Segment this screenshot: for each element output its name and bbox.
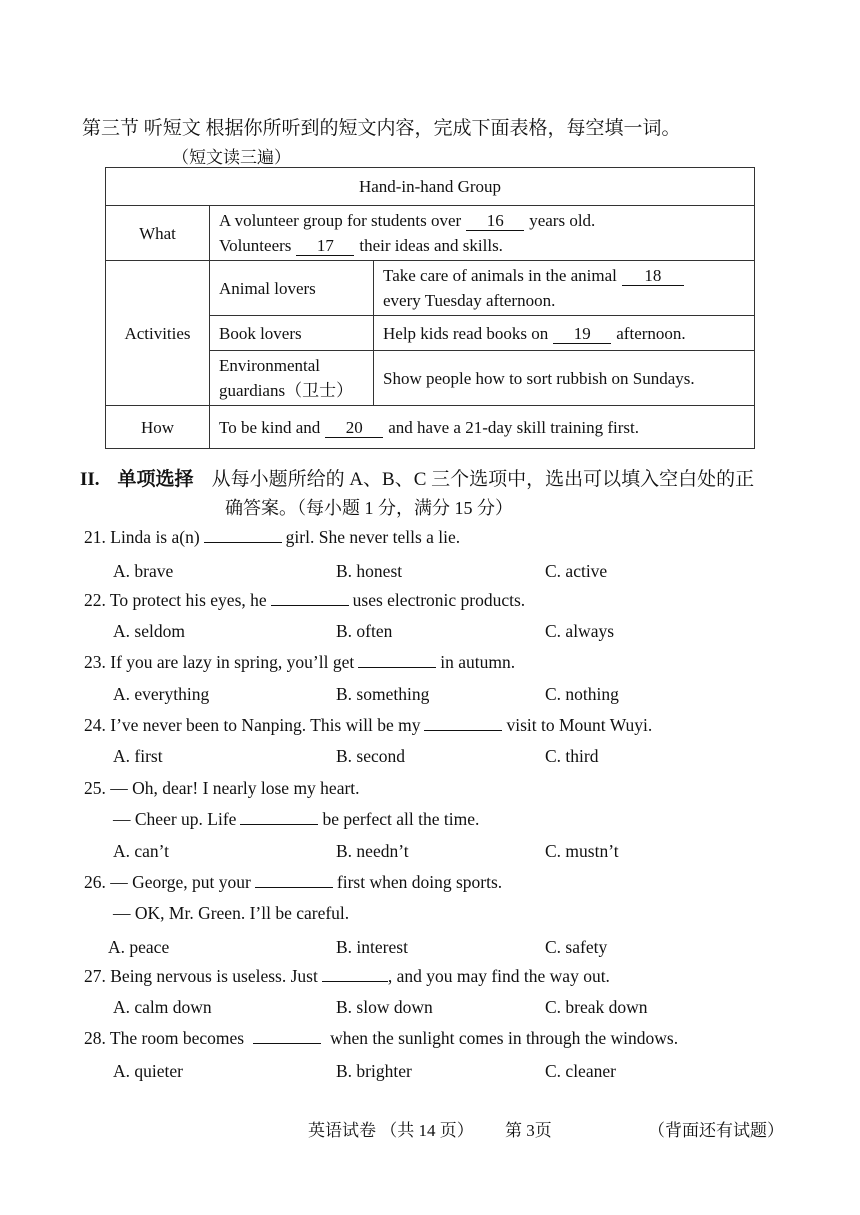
section3-title: 第三节 听短文 根据你所听到的短文内容，完成下面表格，每空填一词。 — [82, 118, 681, 139]
question-28: 28. The room becomes when the sunlight comes in through the windows. — [84, 1028, 679, 1048]
blank-17[interactable]: 17 — [296, 236, 354, 256]
question-23: 23. If you are lazy in spring, you’ll get in autumn. — [84, 652, 516, 672]
q26-option-c: C. safety — [545, 937, 608, 957]
q22-option-b: B. often — [336, 621, 393, 641]
q27-option-a: A. calm down — [113, 997, 212, 1017]
q27-option-c: C. break down — [545, 997, 648, 1017]
question-27: 27. Being nervous is useless. Just , and you may find the way out. — [84, 966, 610, 986]
what-label: What — [106, 206, 210, 261]
what-cell: A volunteer group for students over 16 years old. Volunteers 17 their ideas and skills. — [210, 206, 755, 261]
q24-option-a: A. first — [113, 746, 163, 766]
part2-instruction: 确答案。（每小题 1 分，满分 15 分） — [225, 498, 513, 518]
question-21: 21. Linda is a(n) girl. She never tells a lie. — [84, 527, 461, 547]
q27-option-b: B. slow down — [336, 997, 433, 1017]
question-24: 24. I’ve never been to Nanping. This will be my visit to Mount Wuyi. — [84, 715, 653, 735]
animal-lovers-cell: Take care of animals in the animal 18 every Tuesday afternoon. — [374, 261, 755, 316]
question-25-reply: — Cheer up. Life be perfect all the time. — [113, 809, 480, 829]
q25-option-c: C. mustn’t — [545, 841, 619, 861]
part2-heading: II. 单项选择 从每小题所给的 A、B、C 三个选项中，选出可以填入空白处的正 — [80, 469, 755, 490]
q28-option-a: A. quieter — [113, 1061, 183, 1081]
answer-blank[interactable] — [240, 810, 318, 825]
q21-option-a: A. brave — [113, 561, 174, 581]
q24-option-c: C. third — [545, 746, 599, 766]
footer-note: （背面还有试题） — [648, 1121, 784, 1140]
q23-option-c: C. nothing — [545, 684, 619, 704]
q28-option-b: B. brighter — [336, 1061, 412, 1081]
environmental-guardians-cell: Show people how to sort rubbish on Sundays. — [374, 351, 755, 406]
answer-blank[interactable] — [253, 1029, 321, 1044]
answer-blank[interactable] — [424, 716, 502, 731]
q21-option-b: B. honest — [336, 561, 403, 581]
q26-option-a: A. peace — [108, 937, 170, 957]
q23-option-a: A. everything — [113, 684, 210, 704]
q23-option-b: B. something — [336, 684, 430, 704]
answer-blank[interactable] — [271, 591, 349, 606]
activities-label: Activities — [106, 261, 210, 406]
section3-note: （短文读三遍） — [172, 148, 291, 167]
animal-lovers-label: Animal lovers — [210, 261, 374, 316]
blank-18[interactable]: 18 — [622, 266, 684, 286]
q24-option-b: B. second — [336, 746, 406, 766]
blank-20[interactable]: 20 — [325, 418, 383, 438]
footer-page-number: 第 3页 — [505, 1121, 552, 1140]
answer-blank[interactable] — [255, 873, 333, 888]
q28-option-c: C. cleaner — [545, 1061, 616, 1081]
q22-option-a: A. seldom — [113, 621, 185, 641]
footer-subject: 英语试卷 （共 14 页） — [308, 1121, 474, 1140]
answer-blank[interactable] — [358, 653, 436, 668]
answer-blank[interactable] — [322, 967, 388, 982]
question-26: 26. — George, put your first when doing sports. — [84, 872, 503, 892]
q21-option-c: C. active — [545, 561, 608, 581]
how-label: How — [106, 406, 210, 449]
answer-blank[interactable] — [204, 528, 282, 543]
book-lovers-cell: Help kids read books on 19 afternoon. — [374, 316, 755, 351]
book-lovers-label: Book lovers — [210, 316, 374, 351]
question-22: 22. To protect his eyes, he uses electronic products. — [84, 590, 526, 610]
blank-16[interactable]: 16 — [466, 211, 524, 231]
table-header: Hand-in-hand Group — [106, 168, 755, 206]
q22-option-c: C. always — [545, 621, 615, 641]
q25-option-b: B. needn’t — [336, 841, 409, 861]
q25-option-a: A. can’t — [113, 841, 170, 861]
blank-19[interactable]: 19 — [553, 324, 611, 344]
question-26-reply: — OK, Mr. Green. I’ll be careful. — [113, 903, 350, 923]
q26-option-b: B. interest — [336, 937, 408, 957]
how-cell: To be kind and 20 and have a 21-day skill training first. — [210, 406, 755, 449]
environmental-guardians-label: Environmental guardians（卫士） — [210, 351, 374, 406]
question-25: 25. — Oh, dear! I nearly lose my heart. — [84, 778, 360, 798]
listening-table — [105, 167, 755, 449]
